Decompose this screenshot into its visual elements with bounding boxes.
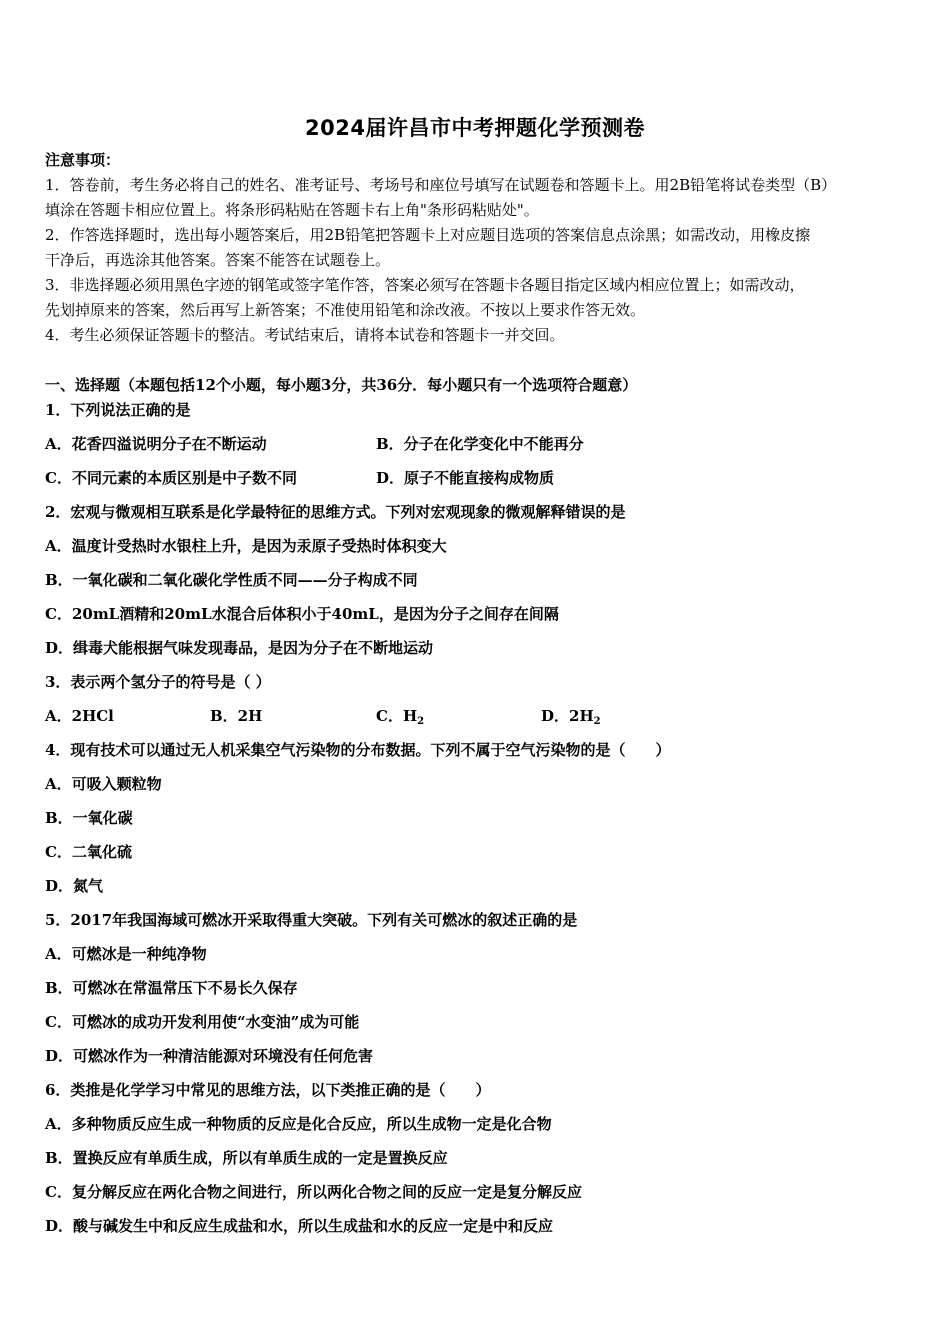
option-c: C．$H_2$ [376,707,425,727]
notice-line: 1．答卷前，考生务必将自己的姓名、准考证号、考场号和座位号填写在试题卷和答题卡上。用2B铅笔将试卷类型（B） [45,176,837,194]
option-d: D．可燃冰作为一种清洁能源对环境没有任何危害 [45,1047,374,1065]
option-b: B．2H [210,707,263,725]
option-a: A．可吸入颗粒物 [45,775,162,793]
question-stem: 3．表示两个氢分子的符号是（ ） [45,673,271,691]
option-c: C．不同元素的本质区别是中子数不同 [45,469,297,487]
option-b: B．可燃冰在常温常压下不易长久保存 [45,979,298,997]
option-b: B．分子在化学变化中不能再分 [376,435,584,453]
question-stem: 4．现有技术可以通过无人机采集空气污染物的分布数据。下列不属于空气污染物的是（ ） [45,741,671,759]
option-c: C．20mL酒精和20mL水混合后体积小于40mL，是因为分子之间存在间隔 [45,605,559,623]
option-a: A．2HCl [45,707,114,725]
notice-line: 填涂在答题卡相应位置上。将条形码粘贴在答题卡右上角"条形码粘贴处"。 [45,201,539,219]
option-row [45,706,601,727]
section-heading: 一、选择题（本题包括12个小题，每小题3分，共36分．每小题只有一个选项符合题意） [45,376,638,394]
option-d: D．氮气 [45,877,104,895]
option-d: D．原子不能直接构成物质 [376,469,555,487]
notice-line: 先划掉原来的答案，然后再写上新答案；不准使用铅笔和涂改液。不按以上要求作答无效。 [45,301,646,319]
page-title: 2024届许昌市中考押题化学预测卷 [305,116,645,140]
option-c: C．二氧化硫 [45,843,132,861]
option-a: A．可燃冰是一种纯净物 [45,945,207,963]
option-a: A．温度计受热时水银柱上升，是因为汞原子受热时体积变大 [45,537,447,555]
option-d: D．酸与碱发生中和反应生成盐和水，所以生成盐和水的反应一定是中和反应 [45,1217,554,1235]
option-row [45,468,555,488]
option-c: C．可燃冰的成功开发利用使“水变油”成为可能 [45,1013,360,1031]
notice-heading: 注意事项： [45,151,121,169]
option-b: B．置换反应有单质生成，所以有单质生成的一定是置换反应 [45,1149,448,1167]
option-b: B．一氧化碳 [45,809,133,827]
option-row [45,434,584,454]
notice-line: 干净后，再选涂其他答案。答案不能答在试题卷上。 [45,251,391,269]
option-a: A．多种物质反应生成一种物质的反应是化合反应，所以生成物一定是化合物 [45,1115,552,1133]
notice-line: 3．非选择题必须用黑色字迹的钢笔或签字笔作答，答案必须写在答题卡各题目指定区域内相应位置上；如需改动， [45,276,805,294]
option-a: A．花香四溢说明分子在不断运动 [45,435,267,453]
option-b: B．一氧化碳和二氧化碳化学性质不同——分子构成不同 [45,571,418,589]
question-stem: 6．类推是化学学习中常见的思维方法，以下类推正确的是（ ） [45,1081,491,1099]
question-stem: 2．宏观与微观相互联系是化学最特征的思维方式。下列对宏观现象的微观解释错误的是 [45,503,626,521]
option-d: D．$2H_2$ [541,707,601,727]
question-stem: 5．2017年我国海域可燃冰开采取得重大突破。下列有关可燃冰的叙述正确的是 [45,911,578,929]
notice-line: 4．考生必须保证答题卡的整洁。考试结束后，请将本试卷和答题卡一并交回。 [45,326,565,344]
option-c: C．复分解反应在两化合物之间进行，所以两化合物之间的反应一定是复分解反应 [45,1183,582,1201]
question-stem: 1．下列说法正确的是 [45,401,191,419]
notice-line: 2．作答选择题时，选出每小题答案后，用2B铅笔把答题卡上对应题目选项的答案信息点涂黑；如需改动，用橡皮擦 [45,226,811,244]
option-d: D．缉毒犬能根据气味发现毒品，是因为分子在不断地运动 [45,639,434,657]
